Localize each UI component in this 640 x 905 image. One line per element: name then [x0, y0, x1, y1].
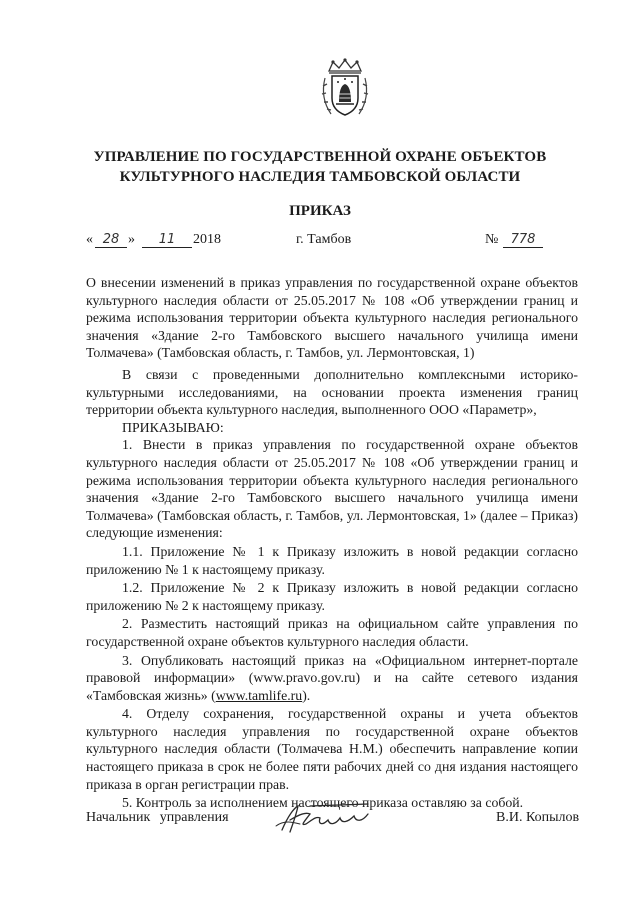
item-3-text: 3. Опубликовать настоящий приказ на «Официальном интернет-портале правовой информации» (www.pravo.gov.ru) и на сайте сетевого издания «Тамбовская жизнь» (	[86, 652, 578, 703]
handwritten-signature	[270, 800, 388, 838]
item-1-2: 1.2. Приложение № 2 к Приказу изложить в новой редакции согласно приложению № 2 к настоящему приказу.	[86, 580, 578, 613]
document-type: ПРИКАЗ	[289, 203, 351, 219]
tambov-coat-of-arms-icon	[319, 58, 371, 120]
organization-name-line1: УПРАВЛЕНИЕ ПО ГОСУДАРСТВЕННОЙ ОХРАНЕ ОБЪЕКТОВ	[93, 149, 547, 165]
date-day: 28	[95, 232, 127, 248]
signer-position: Начальник управления	[86, 810, 229, 825]
date-year: 2018	[193, 232, 221, 247]
preamble: В связи с проведенными дополнительно комплексными историко-культурными исследованиями, на основании проекта изменения границ территории объекта культурного наследия, выполненного ООО «Параметр»,	[86, 367, 578, 418]
date-open-quote: «	[86, 232, 93, 247]
item-2: 2. Разместить настоящий приказ на официальном сайте управления по государственной охране объектов культурного наследия области.	[86, 616, 578, 649]
order-subject: О внесении изменений в приказ управления по государственной охране объектов культурного наследия области от 25.05.2017 № 108 «Об утверждении границ и режима использования территории объекта культурного наследия регионального значения «Здание 2-го Тамбовского высшего начального училища имени Толмачева» (Тамбовская область, г. Тамбов, ул. Лермонтовская, 1)	[86, 275, 578, 361]
date-close-quote: »	[128, 232, 135, 247]
tamlife-link[interactable]: www.tamlife.ru	[215, 687, 303, 703]
date-month: 11	[142, 232, 192, 248]
item-4: 4. Отделу сохранения, государственной охраны и учета объектов культурного наследия управления по государственной охране объектов культурного наследия области (Толмачева Н.М.) обеспечить направление копии настоящего приказа в срок не более пяти рабочих дней со дня издания настоящего приказа в орган регистрации прав.	[86, 706, 578, 792]
order-body	[86, 366, 578, 812]
city: г. Тамбов	[296, 232, 352, 247]
signer-name: В.И. Копылов	[496, 810, 580, 825]
number-sign: №	[485, 232, 499, 247]
item-3	[86, 652, 578, 705]
order-number: 778	[503, 232, 543, 248]
item-1: 1. Внести в приказ управления по государственной охране объектов культурного наследия области от 25.05.2017 № 108 «Об утверждении границ и режима использования территории объекта культурного наследия регионального значения «Здание 2-го Тамбовского высшего начального училища имени Толмачева» (Тамбовская область, г. Тамбов, ул. Лермонтовская, 1» (далее – Приказ) следующие изменения:	[86, 437, 578, 541]
item-3-end: ).	[302, 687, 311, 703]
order-word: ПРИКАЗЫВАЮ:	[122, 419, 224, 435]
item-5: 5. Контроль за исполнением настоящего приказа оставляю за собой.	[122, 795, 524, 811]
item-1-1: 1.1. Приложение № 1 к Приказу изложить в новой редакции согласно приложению № 1 к настоящему приказу.	[86, 543, 578, 577]
organization-name-line2: КУЛЬТУРНОГО НАСЛЕДИЯ ТАМБОВСКОЙ ОБЛАСТИ	[119, 169, 521, 185]
order-meta	[0, 232, 640, 254]
